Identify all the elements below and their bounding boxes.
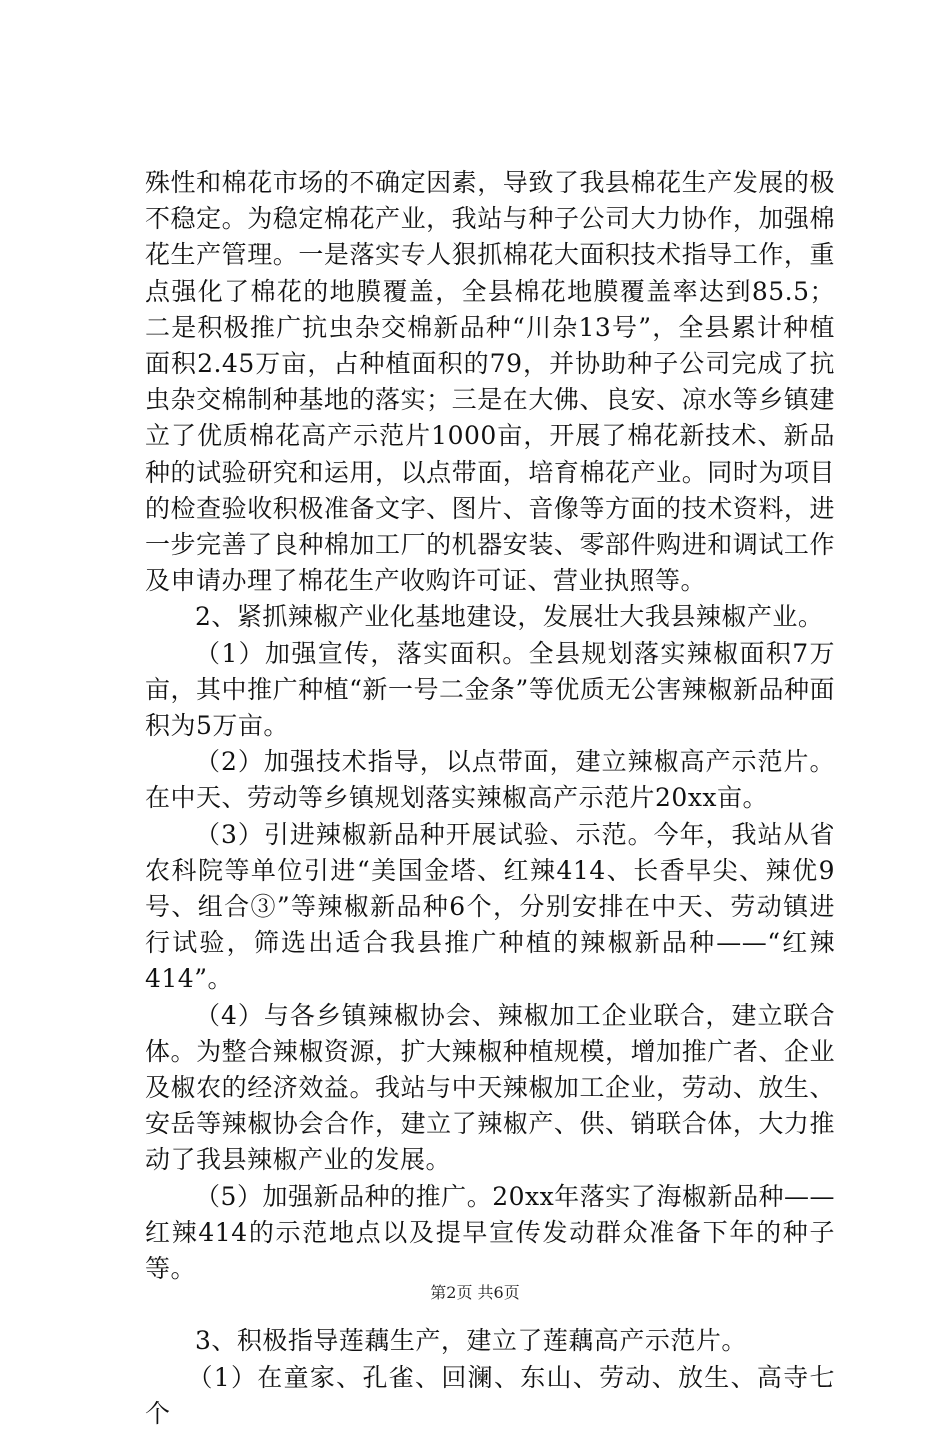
paragraph-pepper-item-4: （4）与各乡镇辣椒协会、辣椒加工企业联合，建立联合体。为整合辣椒资源，扩大辣椒种植规模，增加推广者、企业及椒农的经济效益。我站与中天辣椒加工企业，劳动、放生、安岳等辣椒协会合作，建立了辣椒产、供、销联合体，大力推动了我县辣椒产业的发展。 — [145, 1000, 835, 1175]
paragraph-lotus-item-1: （1）在童家、孔雀、回澜、东山、劳动、放生、高寺七个 — [145, 1362, 835, 1428]
paragraph-pepper-item-5: （5）加强新品种的推广。20xx年落实了海椒新品种——红辣414的示范地点以及提早宣传发动群众准备下年的种子等。 — [145, 1181, 835, 1284]
paragraph-pepper-item-3: （3）引进辣椒新品种开展试验、示范。今年，我站从省农科院等单位引进“美国金塔、红辣414、长香早尖、辣优9号、组合③”等辣椒新品种6个，分别安排在中天、劳动镇进行试验，筛选出适合我县推广种植的辣椒新品种——“红辣414”。 — [145, 819, 835, 994]
paragraph-lotus-heading: 3、积极指导莲藕生产，建立了莲藕高产示范片。 — [195, 1326, 747, 1356]
paragraph-cotton-management: 殊性和棉花市场的不确定因素，导致了我县棉花生产发展的极不稳定。为稳定棉花产业，我站与种子公司大力协作，加强棉花生产管理。一是落实专人狠抓棉花大面积技术指导工作，重点强化了棉花的地膜覆盖，全县棉花地膜覆盖率达到85.5；二是积极推广抗虫杂交棉新品种“川杂13号”，全县累计种植面积2.45万亩，占种植面积的79，并协助种子公司完成了抗虫杂交棉制种基地的落实；三是在大佛、良安、凉水等乡镇建立了优质棉花高产示范片1000亩，开展了棉花新技术、新品种的试验研究和运用，以点带面，培育棉花产业。同时为项目的检查验收积极准备文字、图片、音像等方面的技术资料，进一步完善了良种棉加工厂的机器安装、零部件购进和调试工作及申请办理了棉花生产收购许可证、营业执照等。 — [145, 168, 835, 596]
page-number-footer: 第2页 共6页 — [430, 1283, 520, 1302]
paragraph-pepper-item-2: （2）加强技术指导，以点带面，建立辣椒高产示范片。在中天、劳动等乡镇规划落实辣椒高产示范片20xx亩。 — [145, 747, 835, 813]
paragraph-pepper-heading: 2、紧抓辣椒产业化基地建设，发展壮大我县辣椒产业。 — [195, 602, 824, 632]
paragraph-pepper-item-1: （1）加强宣传，落实面积。全县规划落实辣椒面积7万亩，其中推广种植“新一号二金条”等优质无公害辣椒新品种面积为5万亩。 — [145, 638, 835, 741]
document-body — [145, 165, 835, 1432]
